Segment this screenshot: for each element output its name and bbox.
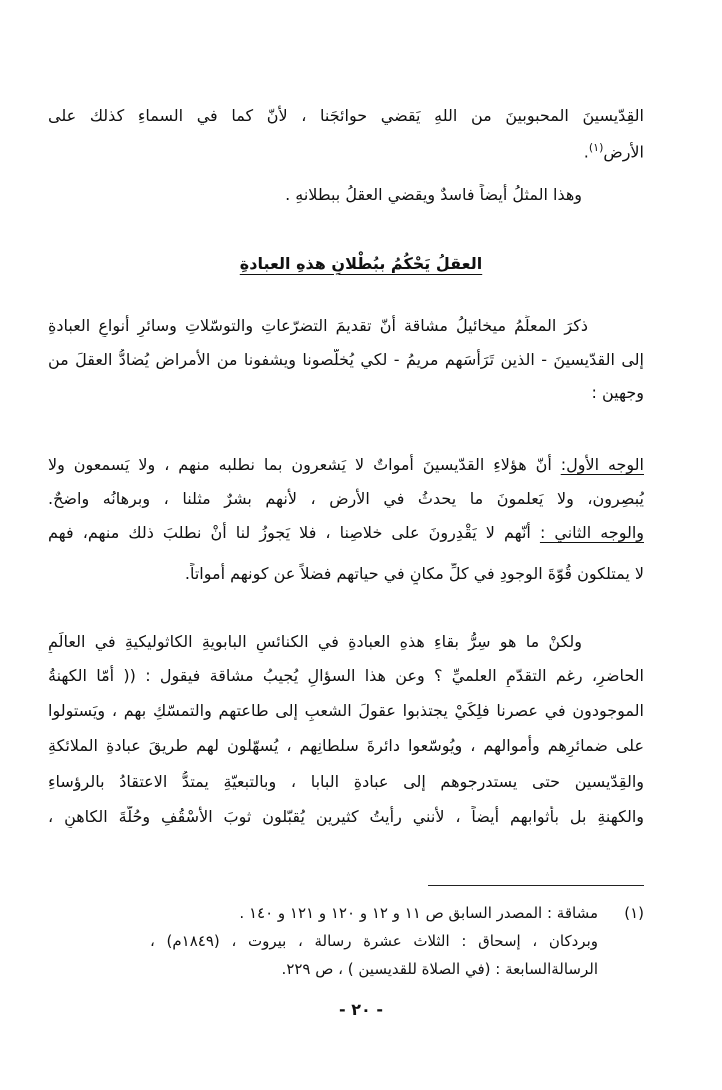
footnote-number: (١) [624, 904, 644, 922]
face-2-text: أنّهم لا يَقْدِرونَ على خلاصِنا ، فلا يَجوزُ لنا أنْ نطلبَ ذلك منهم، فهم [48, 523, 531, 542]
paragraph-2-line-6: والكهنةِ بل بأثوابهم أيضاً ، لأنني رأيتُ كثيرين يُقبّلون ثوبَ الأُسْقُفِ وحُلّةَ الكاهنِ ، [48, 807, 644, 826]
paragraph-2-line-1: ولكنْ ما هو سِرُّ بقاءِ هذهِ العبادةِ في الكنائسِ البابويةِ الكاثوليكيةِ في العالَمِ [48, 632, 582, 651]
footnote-reference: (١) [588, 141, 604, 154]
body-line-1: القِدّيسينَ المحبوبينَ من اللهِ يَقضي حوائجَنا ، لأنّ كما في السماءِ كذلك على [48, 106, 644, 125]
section-heading-text: العقلُ يَحْكُمُ ببُطْلانِ هذهِ العبادةِ [239, 254, 483, 273]
face-1-label: الوجه الأول: [560, 455, 644, 474]
footnote-divider [428, 885, 644, 886]
paragraph-1-line-3: وجهين : [591, 383, 644, 402]
paragraph-1-line-1: ذكرَ المعلِّمُ ميخائيلُ مشاقة أنّ تقديمَ التضرّعاتِ والتوسّلاتِ وسائرِ أنواعِ العبادةِ [48, 316, 588, 335]
footnote-line-2: وبردكان ، إسحاق : الثلاث عشرة رسالة ، بيروت ، (١٨٤٩م) ، [150, 932, 599, 950]
paragraph-2-line-2: الحاضرِ، رغم التقدّمِ العلميِّ ؟ وعن هذا السؤالِ يُجيبُ مشاقة فيقول : (( أمّا الكهنةُ [48, 666, 644, 685]
body-line-3: وهذا المثلُ أيضاً فاسدٌ ويقضي العقلُ ببطلانهِ . [285, 185, 582, 204]
face-1-line-1 [48, 454, 644, 476]
footnote-line-3: الرسالةالسابعة : (في الصلاة للقديسين ) ، ص ٢٢٩. [281, 960, 598, 978]
face-1-line-2: يُبصِرون، ولا يَعلمونَ ما يحدثُ في الأرضِ ، لأنهم بشرٌ مثلنا ، وبرهانُه واضحٌ. [48, 489, 644, 508]
page-number: - ٢٠ - [339, 1000, 383, 1019]
face-2-label: والوجه الثاني : [539, 523, 644, 542]
body-line-2-text: الأرضِ [603, 142, 644, 162]
paragraph-1-line-2: إلى القدّيسينَ - الذين تَرَأَسَهم مريمُ - لكي يُخلّصونا ويشفونا من الأمراضِ يُضادُّ العقلَ من [48, 350, 644, 369]
paragraph-2-line-3: الموجودون في عصرنا فلِكَيْ يجتذبوا عقولَ الشعبِ إلى طاعتهم والتمسّكِ بهم ، ويَستولوا [48, 701, 644, 720]
face-1-text: أنّ هؤلاءِ القدّيسينَ أمواتٌ لا يَشعرون بما نطلبه منهم ، ولا يَسمعون ولا [48, 455, 552, 474]
paragraph-2-line-5: والقِدّيسين حتى يستدرجوهم إلى عبادةِ البابا ، وبالتبعيّةِ يمتدُّ الاعتقادُ بالرؤساءِ [48, 772, 644, 791]
face-2-line-2: لا يمتلكون قُوّةَ الوجودِ في كلِّ مكانٍ في حياتهم فضلاً عن كونهم أمواتاً. [184, 564, 644, 583]
body-line-2 [48, 137, 644, 163]
paragraph-2-line-4: على ضمائرِهم وأموالهم ، ويُوسّعوا دائرةَ سلطانِهم ، يُسهّلون لهم طريقَ عبادةِ الملائكةِ [48, 736, 644, 755]
body-line-2-end: . [583, 142, 589, 162]
face-2-line-1 [48, 522, 644, 544]
footnote-text-1: مشاقة : المصدر السابق ص ١١ و ١٢ و ١٢٠ و ١٢١ و ١٤٠ . [239, 904, 598, 922]
section-heading [0, 253, 722, 275]
footnote-line-1 [150, 902, 644, 924]
